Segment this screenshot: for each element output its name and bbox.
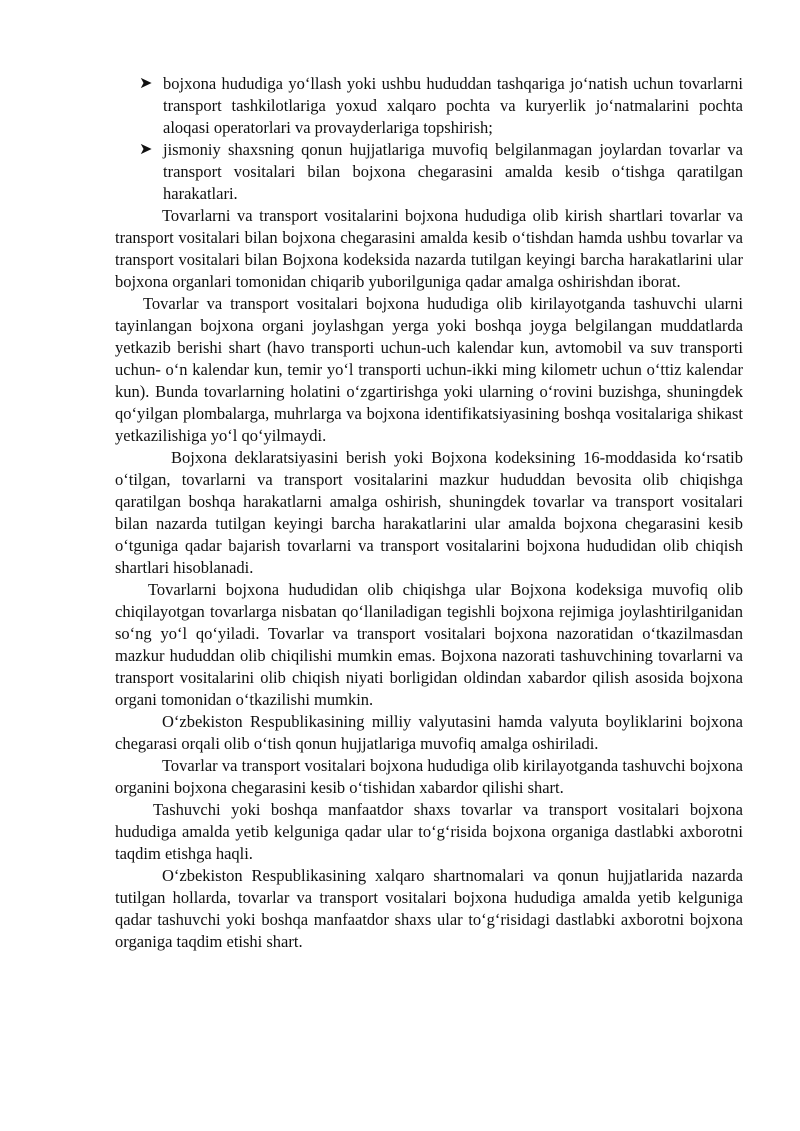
arrow-bullet-icon: ➤ xyxy=(139,75,153,92)
paragraph: Tovarlarni va transport vositalarini bojxona hududiga olib kirish shartlari tovarlar va transport vositalari bilan bojxona chegarasini amalda kesib o‘tishdan hamda ushbu tovarlar va transport vositalari bilan Bojxona kodeksida nazarda tutilgan keyingi barcha harakatlarini ular bojxona organlari tomonidan chiqarib yuborilguniga qadar amalga oshirishdan iborat. xyxy=(115,206,743,291)
bullet-item xyxy=(115,73,743,139)
bullet-text: jismoniy shaxsning qonun hujjatlariga muvofiq belgilanmagan joylardan tovarlar va transport vositalari bilan bojxona chegarasini amalda kesib o‘tishga qaratilgan harakatlari. xyxy=(163,140,743,203)
bullet-item xyxy=(115,139,743,205)
paragraph: Tovarlarni bojxona hududidan olib chiqishga ular Bojxona kodeksiga muvofiq olib chiqilayotgan tovarlarga nisbatan qo‘llaniladigan tegishli bojxona rejimiga joylashtirilganidan so‘ng yo‘l qo‘yiladi. Tovarlar va transport vositalari bojxona nazoratidan o‘tkazilmasdan mazkur hududdan olib chiqilishi mumkin emas. Bojxona nazorati tashuvchining tovarlarni va transport vositalarini olib chiqish niyati borligidan oldindan xabardor qilish asosida bojxona organi tomonidan o‘tkazilishi mumkin. xyxy=(115,580,743,709)
paragraph: O‘zbekiston Respublikasining milliy valyutasini hamda valyuta boyliklarini bojxona chegarasi orqali olib o‘tish qonun hujjatlariga muvofiq amalga oshiriladi. xyxy=(115,712,743,753)
paragraph: Bojxona deklaratsiyasini berish yoki Bojxona kodeksining 16-moddasida ko‘rsatib o‘tilgan, tovarlarni va transport vositalarini mazkur hududdan bevosita olib chiqishga qaratilgan boshqa harakatlarni amalga oshirish, shuningdek tovarlar va transport vositalari bilan nazarda tutilgan keyingi barcha harakatlarini ular amalda bojxona chegarasini kesib o‘tguniga qadar bajarish tovarlarni va transport vositalarini bojxona hududidan olib chiqish shartlari hisoblanadi. xyxy=(115,448,743,577)
bullet-list xyxy=(115,73,743,205)
bullet-text: bojxona hududiga yo‘llash yoki ushbu hududdan tashqariga jo‘natish uchun tovarlarni transport tashkilotlariga yoxud xalqaro pochta va kuryerlik jo‘natmalarini pochta aloqasi operatorlari va provayderlariga topshirish; xyxy=(163,74,743,137)
paragraph: Tovarlar va transport vositalari bojxona hududiga olib kirilayotganda tashuvchi ularni tayinlangan bojxona organi joylashgan yerga yoki boshqa joyga belgilangan muddatlarda yetkazib berishi shart (havo transporti uchun-uch kalendar kun, avtomobil va suv transporti uchun- o‘n kalendar kun, temir yo‘l transporti uchun-ikki ming kilometr uchun o‘ttiz kalendar kun). Bunda tovarlarning holatini o‘zgartirishga yoki ularning o‘rovini buzishga, shuningdek qo‘yilgan plombalarga, muhrlarga va bojxona identifikatsiyasining boshqa vositalariga shikast yetkazilishiga yo‘l qo‘yilmaydi. xyxy=(115,294,743,445)
paragraph: Tovarlar va transport vositalari bojxona hududiga olib kirilayotganda tashuvchi bojxona organini bojxona chegarasini kesib o‘tishidan xabardor qilishi shart. xyxy=(115,756,743,797)
arrow-bullet-icon: ➤ xyxy=(139,141,153,158)
document-page xyxy=(115,73,743,953)
paragraph: O‘zbekiston Respublikasining xalqaro shartnomalari va qonun hujjatlarida nazarda tutilgan hollarda, tovarlar va transport vositalari bojxona hududiga amalda yetib kelguniga qadar tashuvchi yoki boshqa manfaatdor shaxs ular to‘g‘risidagi dastlabki axborotni bojxona organiga taqdim etishi shart. xyxy=(115,866,743,951)
paragraph: Tashuvchi yoki boshqa manfaatdor shaxs tovarlar va transport vositalari bojxona hududiga amalda yetib kelguniga qadar ular to‘g‘risida bojxona organiga dastlabki axborotni taqdim etishga haqli. xyxy=(115,800,743,863)
